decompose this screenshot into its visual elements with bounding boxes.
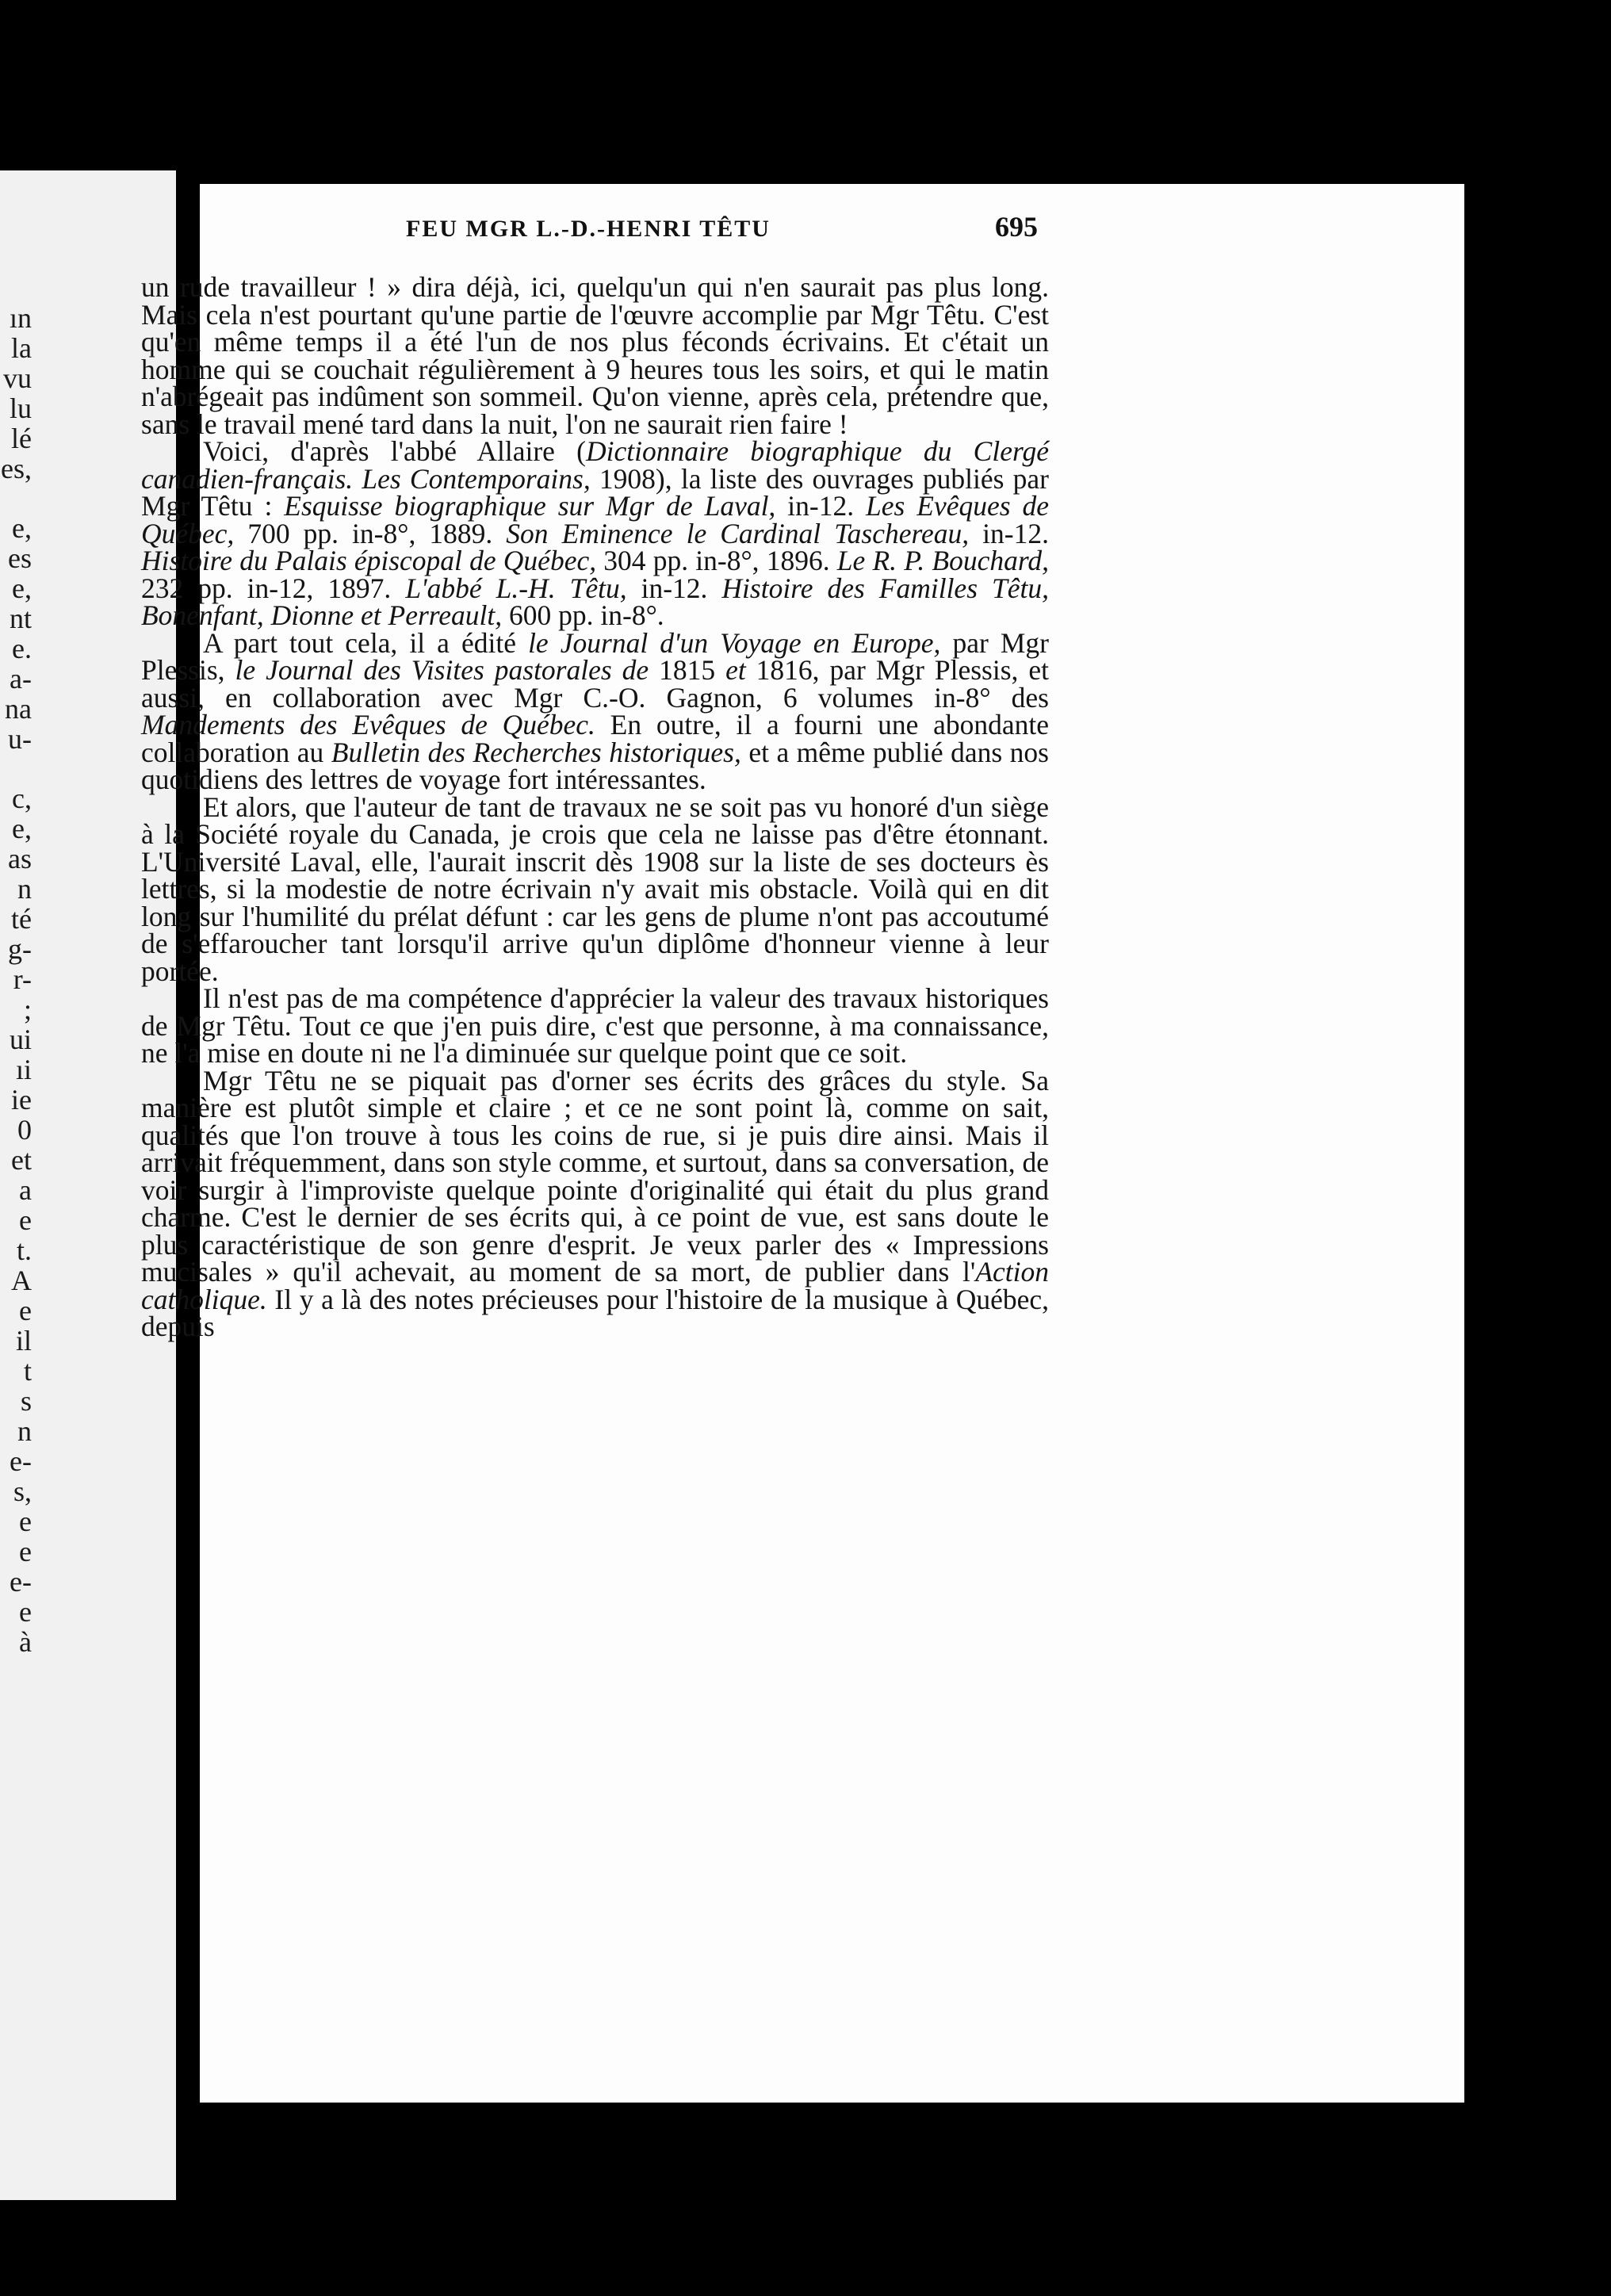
- italic-title: Bulletin des Recherches historiques,: [331, 736, 741, 768]
- text-run: in-12.: [626, 572, 722, 604]
- facing-page-fragment: t: [23, 1355, 32, 1387]
- facing-page-fragment: a: [19, 1174, 32, 1206]
- scan-speck: [1288, 165, 1294, 172]
- text-run: 700 pp. in-8°, 1889.: [234, 517, 507, 549]
- facing-page-fragment: a-: [10, 663, 32, 695]
- facing-page-fragment: nt: [9, 603, 32, 634]
- italic-title: Son Eminence le Cardinal Taschereau,: [506, 517, 970, 549]
- facing-page-fragment: e,: [12, 813, 32, 844]
- text-run: Il n'est pas de ma compétence d'apprécier la valeur des travaux historiques de Mgr Têtu. Tout ce que j'en puis dire, c'est que personne, à ma connaissance, ne l'a mise en doute ni ne l'a diminuée sur quelque point que ce soit.: [141, 982, 1049, 1069]
- facing-page-fragment: e: [19, 1596, 32, 1628]
- facing-page-fragment: A: [11, 1265, 32, 1296]
- italic-title: L'abbé L.-H. Têtu,: [405, 572, 627, 604]
- text-run: Il y a là des notes précieuses pour l'histoire de la musique à Québec, depuis: [141, 1283, 1049, 1342]
- facing-page-fragment: e: [19, 1536, 32, 1567]
- facing-page-fragment: t.: [16, 1234, 32, 1266]
- facing-page-fragment: ui: [9, 1024, 32, 1055]
- facing-page-fragment: es: [8, 542, 32, 574]
- facing-page-fragment: e-: [10, 1445, 32, 1477]
- text-run: 1908), la liste des ouvrages publiés par Mgr Têtu :: [141, 462, 1049, 522]
- facing-page-fragment: g-: [8, 933, 32, 965]
- facing-page-fragment: n: [17, 873, 32, 905]
- text-run: 600 pp. in-8°.: [502, 599, 664, 631]
- text-run: 1816, par Mgr Plessis, et aussi, en collaboration avec Mgr C.-O. Gagnon, 6 volumes in-8° des: [141, 654, 1050, 714]
- text-run: par Mgr Plessis,: [141, 626, 1049, 686]
- italic-title: Esquisse biographique sur Mgr de Laval,: [284, 490, 776, 522]
- facing-page-fragment: u-: [8, 723, 32, 755]
- paragraph-p3: [141, 626, 1050, 795]
- facing-page-fragment: ın: [9, 302, 32, 334]
- facing-page-fragment: ;: [23, 993, 32, 1025]
- text-run: in-12.: [969, 517, 1049, 549]
- facing-page-fragment: c,: [12, 783, 32, 814]
- body-text: [141, 271, 1050, 1342]
- scan-speck: [790, 149, 806, 155]
- paragraph-p2: [141, 435, 1050, 631]
- facing-page-fragment: e: [19, 1204, 32, 1236]
- facing-page-fragment: na: [5, 693, 32, 725]
- facing-page-fragment: e.: [12, 633, 32, 664]
- paragraph-p4: [141, 790, 1049, 987]
- facing-page-fragment: et: [11, 1144, 32, 1176]
- italic-title: Les Evêques de Québec,: [141, 490, 1050, 549]
- italic-title: Histoire du Palais épiscopal de Québec,: [141, 545, 597, 576]
- text-run: Et alors, que l'auteur de tant de travaux ne se soit pas vu honoré d'un siège à la Société royale du Canada, je crois que cela ne laisse pas d'être étonnant. L'Université Laval, elle, l'aurait inscrit dès 1908 sur la liste de ses docteurs ès lettres, si la modestie de notre écrivain n'y avait mis obstacle. Voilà qui en dit long sur l'humilité du prélat défunt : car les gens de plume n'ont pas accoutumé de s'effaroucher tant lorsqu'il arrive qu'un diplôme d'honneur vienne à leur portée.: [141, 790, 1049, 987]
- paragraph-p1: [141, 271, 1049, 440]
- italic-title: le Journal d'un Voyage en Europe,: [528, 626, 941, 659]
- facing-page-fragment: à: [19, 1626, 32, 1658]
- text-run: Mgr Têtu ne se piquait pas d'orner ses écrits des grâces du style. Sa manière est plutôt simple et claire ; et ce ne sont point là, comme on sait, qualités que l'on trouve à tous les coins de rue, si je puis dire ainsi. Mais il arrivait fréquemment, dans son style comme, et surtout, dans sa conversation, de voir surgir à l'improviste quelque pointe d'originalité qui était du plus grand charme. C'est le dernier de ses écrits qui, à ce point de vue, est sans doute le plus caractéristique de son genre d'esprit. Je veux parler des « Impressions mucisales » qu'il achevait, au moment de sa mort, de publier dans l': [141, 1064, 1049, 1288]
- facing-page-fragment: vu: [3, 362, 32, 394]
- italic-title: et: [725, 654, 746, 686]
- italic-title: Le R. P. Bouchard,: [836, 545, 1049, 576]
- facing-page-fragment: s: [20, 1385, 32, 1417]
- text-run: A part tout cela, il a édité: [203, 626, 529, 659]
- facing-page-fragment: e: [19, 1506, 32, 1537]
- facing-page-fragment: lé: [11, 423, 32, 454]
- facing-page-fragment: la: [11, 332, 32, 364]
- italic-title: Histoire des Familles Têtu, Bonenfant, Dionne et Perreault,: [141, 572, 1049, 631]
- italic-title: Dictionnaire biographique du Clergé canadien-français. Les Contemporains,: [141, 435, 1049, 495]
- text-run: 304 pp. in-8°, 1896.: [596, 545, 837, 576]
- facing-page-fragment: ie: [11, 1084, 32, 1115]
- text-run: et a même publié dans nos quotidiens des lettres de voyage fort intéressantes.: [141, 736, 1049, 795]
- page-number: 695: [995, 211, 1038, 243]
- facing-page-fragment: as: [8, 843, 32, 874]
- text-run: 232 pp. in-12, 1897.: [141, 572, 406, 604]
- facing-page-fragment: té: [11, 903, 32, 935]
- running-title: FEU MGR L.-D.-HENRI TÊTU: [406, 216, 771, 242]
- paragraph-p6: [141, 1064, 1049, 1342]
- italic-title: le Journal des Visites pastorales de: [235, 654, 649, 686]
- facing-page-fragment: r-: [13, 963, 32, 995]
- facing-page-fragment: n: [17, 1415, 32, 1447]
- text-run: En outre, il a fourni une abondante collaboration au: [141, 709, 1049, 768]
- facing-page-fragment: lu: [9, 392, 32, 424]
- facing-page-fragment: ıi: [15, 1054, 32, 1085]
- facing-page-fragment: e: [19, 1295, 32, 1326]
- scan-speck: [97, 109, 106, 117]
- italic-title: Action catholique.: [141, 1256, 1049, 1315]
- text-run: 1815: [649, 654, 726, 686]
- text-run: un rude travailleur ! » dira déjà, ici, quelqu'un qui n'en saurait pas plus long. Mais cela n'est pourtant qu'une partie de l'œuvre accomplie par Mgr Têtu. C'est qu'en même temps il a été l'un de nos plus féconds écrivains. Et c'était un homme qui se couchait régulièrement à 9 heures tous les soirs, et qui le matin n'abrégeait pas indûment son sommeil. Qu'on vienne, après cela, prétendre que, sans le travail mené tard dans la nuit, l'on ne saurait rien faire !: [141, 271, 1049, 440]
- paragraph-p5: [141, 982, 1049, 1069]
- italic-title: Mandements des Evêques de Québec.: [141, 709, 595, 740]
- facing-page-fragment: e-: [10, 1566, 32, 1598]
- text-run: in-12.: [775, 490, 867, 522]
- facing-page-fragment: s,: [13, 1475, 32, 1507]
- facing-page-fragment: e,: [12, 572, 32, 604]
- facing-page-fragment: e,: [12, 512, 32, 544]
- facing-page-fragment: 0: [17, 1114, 32, 1146]
- text-run: Voici, d'après l'abbé Allaire (: [203, 435, 586, 467]
- facing-page-fragment: es,: [1, 453, 32, 484]
- facing-page-fragment: il: [15, 1325, 32, 1357]
